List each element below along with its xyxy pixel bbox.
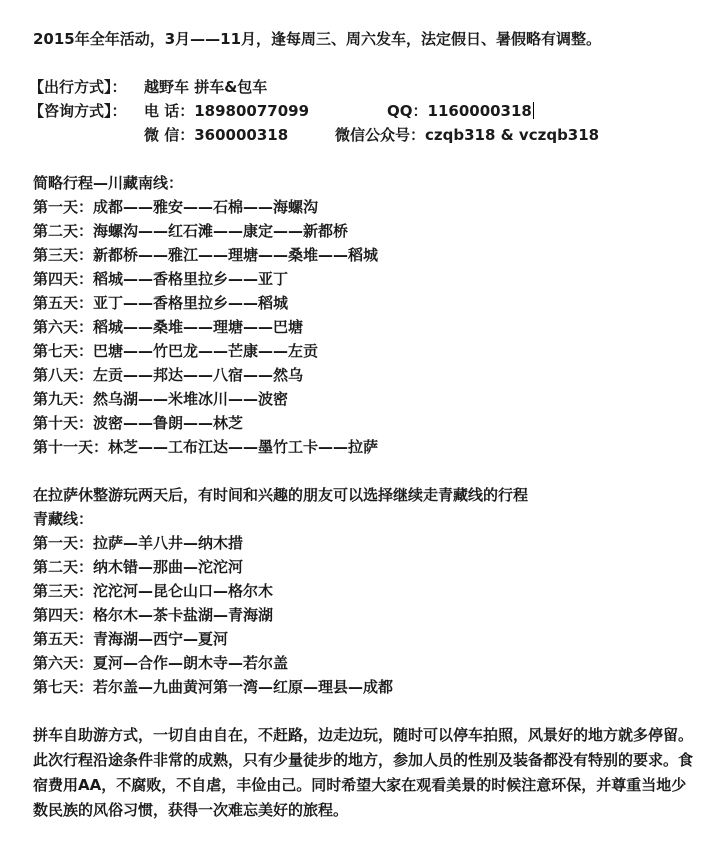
- itinerary-day: 第九天：然乌湖——米堆冰川——波密: [33, 390, 289, 408]
- itinerary-day: 第二天：纳木错—那曲—沱沱河: [33, 558, 244, 576]
- travel-mode-row: [29, 75, 693, 99]
- qq-wrap: [387, 99, 534, 123]
- itinerary-day: 第四天：稻城——香格里拉乡——亚丁: [33, 270, 289, 288]
- consult-label: 【咨询方式】：: [29, 102, 127, 120]
- wechat-row: [33, 123, 693, 147]
- phone-text: 电 话：18980077099: [144, 102, 310, 120]
- itinerary-day: 第二天：海螺沟——红石滩——康定——新都桥: [33, 222, 349, 240]
- spacer: [33, 147, 693, 171]
- spacer: [33, 699, 693, 723]
- qq-text: QQ：1160000318: [387, 102, 532, 120]
- itinerary-day: 第四天：格尔木—茶卡盐湖—青海湖: [33, 606, 274, 624]
- wechat-public-text: 微信公众号：czqb318 & vczqb318: [335, 126, 600, 144]
- sichuan-tibet-title: 简略行程—川藏南线：: [33, 174, 184, 192]
- announcement-text: 2015年全年活动，3月——11月，逢每周三、周六发车，法定假日、暑假略有调整。: [33, 30, 602, 48]
- itinerary-day: 第三天：沱沱河—昆仑山口—格尔木: [33, 582, 274, 600]
- itinerary-day: 第八天：左贡——邦达——八宿——然乌: [33, 366, 304, 384]
- sichuan-tibet-day-list: [33, 195, 693, 459]
- itinerary-day: 第十一天：林芝——工布江达——墨竹工卡——拉萨: [33, 438, 379, 456]
- trip-document: [29, 27, 694, 823]
- qinghai-tibet-intro: 在拉萨休整游玩两天后，有时间和兴趣的朋友可以选择继续走青藏线的行程: [33, 486, 529, 504]
- spacer: [33, 459, 693, 483]
- qinghai-tibet-title: 青藏线：: [33, 510, 94, 528]
- text-cursor: [533, 102, 534, 119]
- qinghai-tibet-day-list: [33, 531, 693, 699]
- itinerary-day: 第一天：拉萨—羊八井—纳木措: [33, 534, 244, 552]
- itinerary-day: 第一天：成都——雅安——石棉——海螺沟: [33, 198, 319, 216]
- itinerary-day: 第三天：新都桥——雅江——理塘——桑堆——稻城: [33, 246, 379, 264]
- itinerary-day: 第五天：亚丁——香格里拉乡——稻城: [33, 294, 289, 312]
- itinerary-day: 第七天：若尔盖—九曲黄河第一湾—红原—理县—成都: [33, 678, 394, 696]
- consult-row: [29, 99, 693, 123]
- wechat-text: 微 信：360000318: [144, 126, 289, 144]
- closing-paragraph: 拼车自助游方式，一切自由自在，不赶路，边走边玩，随时可以停车拍照，风景好的地方就多停留。此次行程沿途条件非常的成熟，只有少量徒步的地方，参加人员的性别及装备都没有特别的要求。食宿费用AA，不腐败，不自虐，丰俭由己。同时希望大家在观看美景的时候注意环保，并尊重当地少数民族的风俗习惯，获得一次难忘美好的旅程。: [33, 726, 694, 819]
- itinerary-day: 第六天：夏河—合作—朗木寺—若尔盖: [33, 654, 289, 672]
- spacer: [33, 51, 693, 75]
- itinerary-day: 第五天：青海湖—西宁—夏河: [33, 630, 229, 648]
- travel-mode-label: 【出行方式】：: [29, 78, 127, 96]
- itinerary-day: 第六天：稻城——桑堆——理塘——巴塘: [33, 318, 304, 336]
- travel-mode-value: 越野车 拼车&包车: [144, 78, 268, 96]
- itinerary-day: 第十天：波密——鲁朗——林芝: [33, 414, 244, 432]
- itinerary-day: 第七天：巴塘——竹巴龙——芒康——左贡: [33, 342, 319, 360]
